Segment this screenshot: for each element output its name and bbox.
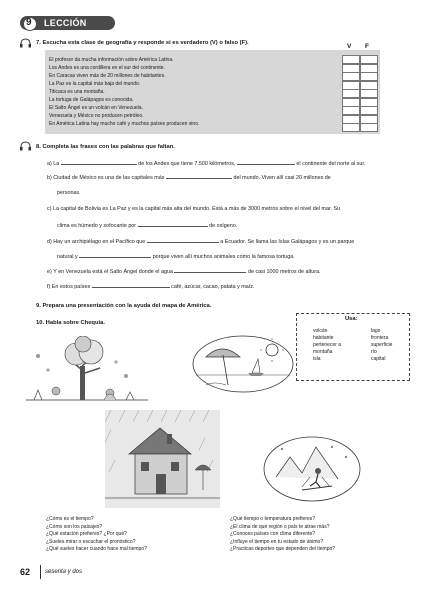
f-box[interactable] bbox=[360, 123, 378, 132]
blank-field[interactable] bbox=[237, 160, 295, 165]
word-item: montaña bbox=[313, 349, 333, 355]
v-column-header: V bbox=[347, 43, 352, 50]
sentence-a-part2: de los Andes que tiene 7.500 kilómetros, bbox=[138, 161, 236, 167]
word-item: pertenecer a bbox=[313, 342, 342, 348]
statement-4: La Paz es la capital más baja del mundo. bbox=[49, 81, 141, 87]
usa-words-left bbox=[313, 328, 341, 363]
lesson-label: LECCIÓN bbox=[44, 18, 87, 28]
beach-umbrella-illustration bbox=[192, 335, 294, 393]
exercise8-title: 8. Completa las frases con las palabras que faltan. bbox=[36, 144, 175, 150]
usa-title: Usa: bbox=[345, 316, 358, 322]
sentence-d-cont bbox=[57, 253, 295, 261]
question-item: ¿Conoces países con clima diferente? bbox=[230, 531, 316, 538]
statement-3: En Caracas viven más de 20 millones de habitantes. bbox=[49, 73, 166, 79]
blank-field[interactable] bbox=[79, 253, 151, 258]
question-item: ¿Qué estación prefieres? ¿Por qué? bbox=[46, 531, 127, 538]
truefalse-grid bbox=[342, 55, 378, 132]
sentence-a-part3: el continente del norte al sur. bbox=[296, 161, 366, 167]
word-item: isla bbox=[313, 356, 321, 362]
blank-field[interactable] bbox=[174, 268, 246, 273]
footer-divider bbox=[40, 565, 41, 579]
question-item: ¿Influye el tiempo en tu estado de ánimo? bbox=[230, 538, 324, 545]
sentence-a-part1: a) La bbox=[47, 161, 60, 167]
question-item: ¿Cómo son los paisajes? bbox=[46, 523, 103, 530]
word-item: capital bbox=[371, 356, 386, 362]
skier-illustration bbox=[262, 435, 362, 503]
page-words: sesenta y dos bbox=[45, 569, 83, 575]
headphones-icon bbox=[19, 141, 32, 151]
page-number: 62 bbox=[20, 567, 31, 577]
sentence-b-cont: personas. bbox=[57, 190, 81, 196]
word-item: lago bbox=[371, 328, 381, 334]
sentence-f-part2: café, azúcar, cacao, patata y maíz. bbox=[171, 284, 255, 290]
statement-2: Los Andes es una cordillera en el sur del continente. bbox=[49, 65, 165, 71]
usa-word-box bbox=[296, 313, 410, 381]
question-item: ¿Sueles mirar o escuchar el pronóstico? bbox=[46, 538, 136, 545]
question-item: ¿Qué tiempo o temperatura prefieres? bbox=[230, 516, 316, 522]
lesson-number: 9 bbox=[26, 17, 32, 28]
question-item: ¿Cómo es el tiempo? bbox=[46, 516, 94, 522]
headphones-icon bbox=[19, 38, 32, 48]
question-item: ¿El clima de qué región o país te atrae más? bbox=[230, 523, 330, 530]
sentence-b-part2: del mundo. Viven allí casi 20 millones de bbox=[233, 175, 331, 181]
sentence-c-part3: de oxígeno. bbox=[209, 223, 238, 229]
exercise7-title: 7. Escucha esta clase de geografía y responde si es verdadero (V) o falso (F). bbox=[36, 40, 249, 46]
question-item: ¿Practicas deportes que dependen del tiempo? bbox=[230, 546, 336, 553]
statement-7: El Salto Ángel es un volcán en Venezuela. bbox=[49, 105, 143, 111]
statement-8: Venezuela y México no producen petróleo. bbox=[49, 113, 144, 119]
word-item: volcán bbox=[313, 328, 328, 334]
word-item: habitante bbox=[313, 335, 334, 341]
sentence-e bbox=[47, 268, 321, 276]
statement-1: El profesor da mucha información sobre América Latina. bbox=[49, 57, 174, 63]
statement-6: La tortuga de Galápagos es conocida. bbox=[49, 97, 134, 103]
sentence-a bbox=[47, 160, 365, 168]
sentence-d-part4: porque viven allí muchos animales como la famosa tortuga. bbox=[152, 254, 295, 260]
questions-right bbox=[230, 516, 335, 554]
word-item: superficie bbox=[371, 342, 393, 348]
blank-field[interactable] bbox=[147, 238, 219, 243]
exercise9-title: 9. Prepara una presentación con la ayuda del mapa de América. bbox=[36, 303, 212, 309]
lesson-header bbox=[20, 16, 140, 32]
exercise10-title: 10. Habla sobre Chequia. bbox=[36, 320, 105, 326]
truefalse-statements bbox=[49, 57, 339, 129]
sentence-e-part1: e) Y en Venezuela está el Salto Ángel donde el agua bbox=[47, 269, 173, 275]
usa-words-right bbox=[371, 328, 392, 363]
sentence-c-cont bbox=[57, 222, 237, 230]
blank-field[interactable] bbox=[166, 174, 232, 179]
autumn-tree-illustration bbox=[26, 336, 148, 410]
sentence-b-part1: b) Ciudad de México es una de las capitales más bbox=[47, 175, 165, 181]
sentence-d-part3: natural y bbox=[57, 254, 78, 260]
word-item: río bbox=[371, 349, 377, 355]
sentence-d-part1: d) Hay un archipiélago en el Pacífico que bbox=[47, 239, 146, 245]
statement-9: En América Latina hay mucho café y muchos países producen vino. bbox=[49, 121, 200, 127]
sentence-c: c) La capital de Bolivia es La Paz y es la capital más alta del mundo. Está a más de 3000 metros sobre el nivel del mar. Su bbox=[47, 206, 341, 212]
blank-field[interactable] bbox=[92, 283, 170, 288]
blank-field[interactable] bbox=[138, 222, 208, 227]
word-item: frontera bbox=[371, 335, 389, 341]
statement-5: Titicaca es una montaña. bbox=[49, 89, 105, 95]
sentence-f-part1: f) En estos países bbox=[47, 284, 91, 290]
questions-left bbox=[46, 516, 147, 554]
rainy-house-illustration bbox=[105, 410, 220, 508]
question-item: ¿Qué sueles hacer cuando hace mal tiempo? bbox=[46, 546, 147, 553]
sentence-e-part2: de casi 1000 metros de altura. bbox=[247, 269, 321, 275]
sentence-b bbox=[47, 174, 331, 182]
sentence-d bbox=[47, 238, 354, 246]
sentence-c-part2: clima es húmedo y sofocante por bbox=[57, 223, 137, 229]
blank-field[interactable] bbox=[61, 160, 137, 165]
f-column-header: F bbox=[365, 43, 369, 50]
sentence-f bbox=[47, 283, 254, 291]
v-box[interactable] bbox=[342, 123, 360, 132]
sentence-d-part2: a Ecuador. Se llama las Islas Galápagos y es un parque bbox=[220, 239, 355, 245]
